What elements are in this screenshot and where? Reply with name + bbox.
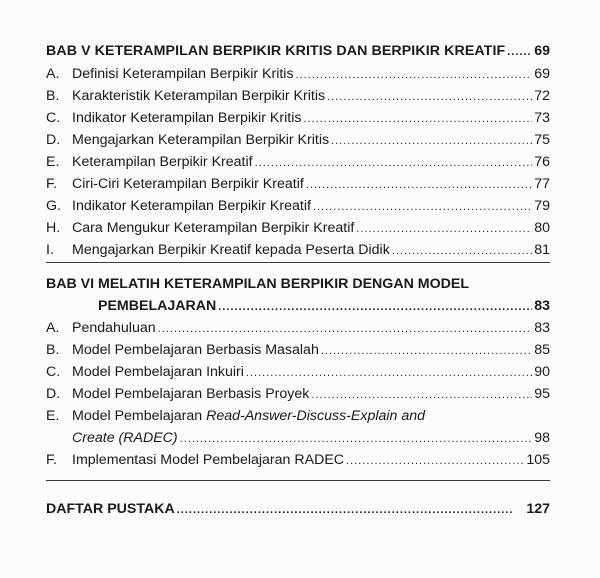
page-number: 72 bbox=[534, 88, 550, 104]
item-label: Indikator Keterampilan Berpikir Kreatif bbox=[72, 198, 311, 214]
leader-dots bbox=[180, 431, 533, 447]
item-letter: E. bbox=[46, 154, 60, 170]
leader-dots bbox=[306, 177, 532, 193]
item-letter: A. bbox=[46, 66, 60, 82]
leader-dots bbox=[331, 133, 532, 149]
toc-item bbox=[46, 407, 550, 425]
page-number: 127 bbox=[526, 501, 550, 517]
item-label: Cara Mengukur Keterampilan Berpikir Kreatif bbox=[72, 220, 355, 236]
leader-dots bbox=[346, 453, 524, 469]
item-label: Pendahuluan bbox=[72, 320, 156, 336]
leader-dots bbox=[321, 343, 532, 359]
item-label: Implementasi Model Pembelajaran RADEC bbox=[72, 452, 345, 468]
chapter-title: BAB VI MELATIH KETERAMPILAN BERPIKIR DENGAN MODEL bbox=[46, 276, 469, 292]
leader-dots bbox=[158, 321, 533, 337]
item-letter: C. bbox=[46, 364, 61, 380]
leader-dots bbox=[507, 44, 532, 60]
item-label-prefix: Model Pembelajaran bbox=[72, 408, 207, 424]
item-label: Ciri-Ciri Keterampilan Berpikir Kreatif bbox=[72, 176, 304, 192]
item-letter: C. bbox=[46, 110, 61, 126]
leader-dots bbox=[327, 89, 532, 105]
page-number: 81 bbox=[534, 242, 550, 258]
item-label: Mengajarkan Keterampilan Berpikir Kritis bbox=[72, 132, 330, 148]
toc-item-continued bbox=[46, 429, 550, 447]
item-label: Model Pembelajaran Berbasis Masalah bbox=[72, 342, 319, 358]
page-number: 76 bbox=[534, 154, 550, 170]
chapter-title: BAB V KETERAMPILAN BERPIKIR KRITIS DAN BERPIKIR KREATIF bbox=[46, 43, 506, 59]
toc-item bbox=[46, 219, 550, 237]
page-number: 83 bbox=[534, 298, 550, 314]
item-label: Definisi Keterampilan Berpikir Kritis bbox=[72, 66, 294, 82]
item-letter: H. bbox=[46, 220, 61, 236]
toc-item bbox=[46, 319, 550, 337]
toc-item bbox=[46, 65, 550, 83]
page-number: 85 bbox=[534, 342, 550, 358]
bibliography-entry bbox=[46, 500, 550, 518]
item-letter: G. bbox=[46, 198, 61, 214]
page-number: 79 bbox=[534, 198, 550, 214]
item-letter: E. bbox=[46, 408, 60, 424]
bibliography-label: DAFTAR PUSTAKA bbox=[46, 501, 175, 517]
leader-dots bbox=[177, 502, 513, 518]
page-number: 77 bbox=[534, 176, 550, 192]
item-letter: D. bbox=[46, 386, 61, 402]
divider bbox=[46, 480, 550, 481]
item-label: Model Pembelajaran Inkuiri bbox=[72, 364, 244, 380]
chapter-title-continued: PEMBELAJARAN bbox=[98, 298, 217, 314]
chapter-6-heading-line2 bbox=[46, 297, 550, 315]
page-number: 90 bbox=[534, 364, 550, 380]
leader-dots bbox=[296, 67, 533, 83]
item-letter: B. bbox=[46, 342, 60, 358]
toc-item bbox=[46, 109, 550, 127]
toc-item bbox=[46, 153, 550, 171]
item-label: Model Pembelajaran Berbasis Proyek bbox=[72, 386, 310, 402]
leader-dots bbox=[313, 199, 532, 215]
page-number: 83 bbox=[534, 320, 550, 336]
toc-item bbox=[46, 197, 550, 215]
item-letter: F. bbox=[46, 452, 58, 468]
page-number: 105 bbox=[526, 452, 550, 468]
toc-item bbox=[46, 241, 550, 259]
page-number: 80 bbox=[534, 220, 550, 236]
item-label: Karakteristik Keterampilan Berpikir Kritis bbox=[72, 88, 326, 104]
item-letter: A. bbox=[46, 320, 60, 336]
item-letter: F. bbox=[46, 176, 58, 192]
leader-dots bbox=[246, 365, 532, 381]
toc-item bbox=[46, 385, 550, 403]
leader-dots bbox=[255, 155, 533, 171]
item-label: Mengajarkan Berpikir Kreatif kepada Peserta Didik bbox=[72, 242, 390, 258]
toc-item bbox=[46, 451, 550, 469]
toc-item bbox=[46, 341, 550, 359]
item-label-line2: Create (RADEC) bbox=[72, 430, 178, 446]
item-letter: B. bbox=[46, 88, 60, 104]
leader-dots bbox=[218, 299, 532, 315]
chapter-6-heading bbox=[46, 275, 469, 293]
leader-dots bbox=[311, 387, 532, 403]
divider bbox=[46, 262, 550, 263]
item-label: Keterampilan Berpikir Kreatif bbox=[72, 154, 253, 170]
leader-dots bbox=[303, 111, 532, 127]
chapter-5-heading bbox=[46, 42, 550, 60]
page-number: 73 bbox=[534, 110, 550, 126]
item-letter: I. bbox=[46, 242, 54, 258]
toc-item bbox=[46, 87, 550, 105]
item-label: Indikator Keterampilan Berpikir Kritis bbox=[72, 110, 302, 126]
item-label-italic: Read-Answer-Discuss-Explain and bbox=[206, 408, 426, 424]
leader-dots bbox=[392, 243, 532, 259]
toc-item bbox=[46, 175, 550, 193]
page-number: 69 bbox=[534, 43, 550, 59]
toc-item bbox=[46, 363, 550, 381]
leader-dots bbox=[356, 221, 532, 237]
page-number: 69 bbox=[534, 66, 550, 82]
page-number: 98 bbox=[534, 430, 550, 446]
item-letter: D. bbox=[46, 132, 61, 148]
page-number: 75 bbox=[534, 132, 550, 148]
toc-item bbox=[46, 131, 550, 149]
page-number: 95 bbox=[534, 386, 550, 402]
